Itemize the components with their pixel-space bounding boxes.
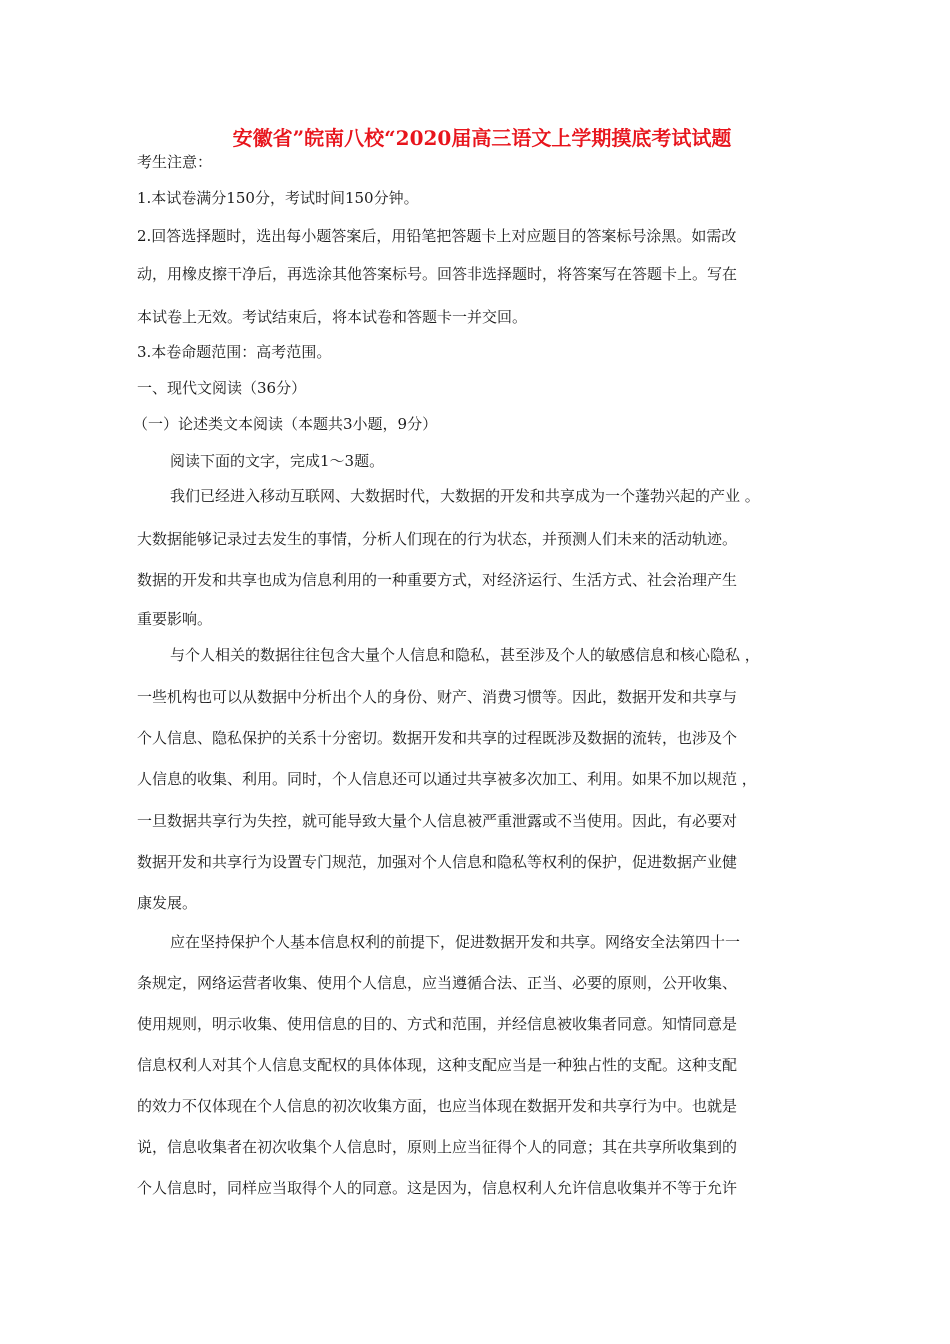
paragraph-line: 个人信息时，同样应当取得个人的同意。这是因为，信息权利人允许信息收集并不等于允许 <box>137 1179 738 1197</box>
paragraph-line: 重要影响。 <box>137 610 213 628</box>
paragraph-line: 康发展。 <box>137 894 198 912</box>
paragraph-line: 我们已经进入移动互联网、大数据时代，大数据的开发和共享成为一个蓬勃兴起的产业 。 <box>170 487 760 505</box>
notice-heading: 考生注意： <box>137 153 213 171</box>
paragraph-line: 数据的开发和共享也成为信息利用的一种重要方式，对经济运行、生活方式、社会治理产生 <box>137 571 738 589</box>
paragraph-line: 的效力不仅体现在个人信息的初次收集方面，也应当体现在数据开发和共享行为中。也就是 <box>137 1097 738 1115</box>
paragraph-line: 条规定，网络运营者收集、使用个人信息，应当遵循合法、正当、必要的原则，公开收集、 <box>137 974 738 992</box>
paragraph-line: 个人信息、隐私保护的关系十分密切。数据开发和共享的过程既涉及数据的流转，也涉及个 <box>137 729 738 747</box>
paragraph-line: 与个人相关的数据往往包含大量个人信息和隐私，甚至涉及个人的敏感信息和核心隐私 ， <box>170 646 760 664</box>
reading-instruction: 阅读下面的文字，完成1～3题。 <box>170 452 385 470</box>
paragraph-line: 数据开发和共享行为设置专门规范，加强对个人信息和隐私等权利的保护，促进数据产业健 <box>137 853 738 871</box>
paragraph-line: 一些机构也可以从数据中分析出个人的身份、财产、消费习惯等。因此，数据开发和共享与 <box>137 688 738 706</box>
paragraph-line: 大数据能够记录过去发生的事情，分析人们现在的行为状态，并预测人们未来的活动轨迹。 <box>137 530 738 548</box>
document-title: 安徽省”皖南八校“2020届高三语文上学期摸底考试试题 <box>232 126 732 150</box>
subsection-heading: （一）论述类文本阅读（本题共3小题，9分） <box>133 415 438 433</box>
paragraph-line: 一旦数据共享行为失控，就可能导致大量个人信息被严重泄露或不当使用。因此，有必要对 <box>137 812 738 830</box>
paragraph-line: 人信息的收集、利用。同时，个人信息还可以通过共享被多次加工、利用。如果不加以规范 ， <box>137 770 757 788</box>
paragraph-line: 说，信息收集者在初次收集个人信息时，原则上应当征得个人的同意；其在共享所收集到的 <box>137 1138 738 1156</box>
notice-item-3: 3.本卷命题范围：高考范围。 <box>137 343 332 361</box>
section-heading: 一、现代文阅读（36分） <box>137 379 307 397</box>
paragraph-line: 应在坚持保护个人基本信息权利的前提下，促进数据开发和共享。网络安全法第四十一 <box>170 933 741 951</box>
notice-item-2-cont: 动，用橡皮擦干净后，再选涂其他答案标号。回答非选择题时，将答案写在答题卡上。写在 <box>137 265 738 283</box>
paragraph-line: 信息权利人对其个人信息支配权的具体体现，这种支配应当是一种独占性的支配。这种支配 <box>137 1056 738 1074</box>
notice-item-2: 2.回答选择题时，选出每小题答案后，用铅笔把答题卡上对应题目的答案标号涂黑。如需改 <box>137 227 737 245</box>
notice-item-2-cont: 本试卷上无效。考试结束后，将本试卷和答题卡一并交回。 <box>137 308 528 326</box>
notice-item-1: 1.本试卷满分150分，考试时间150分钟。 <box>137 189 419 207</box>
paragraph-line: 使用规则，明示收集、使用信息的目的、方式和范围，并经信息被收集者同意。知情同意是 <box>137 1015 738 1033</box>
